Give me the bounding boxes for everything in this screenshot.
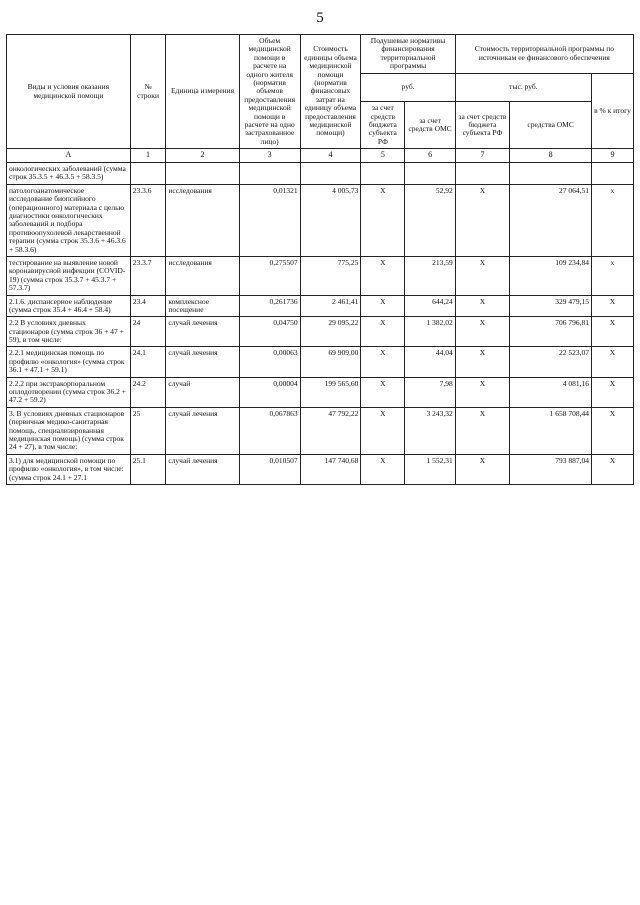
cell-row-no: 23.3.6: [130, 184, 166, 256]
cell-volume: 0,067863: [239, 407, 300, 454]
cell-cost-budget: X: [455, 347, 510, 377]
cell-pc-budget: X: [361, 407, 405, 454]
cell-pc-oms: 7,98: [405, 377, 455, 407]
cell-cost-budget: X: [455, 184, 510, 256]
cell-unit-cost: 4 005,73: [300, 184, 361, 256]
cell-kind: 2.2.2 при экстракорпоральном оплодотворении (сумма строк 36.2 + 47.2 + 59.2): [7, 377, 131, 407]
program-cost-table: [6, 34, 634, 485]
cell-volume: 0,010507: [239, 454, 300, 484]
cell-cost-budget: X: [455, 256, 510, 295]
column-number: 1: [130, 149, 166, 163]
cell-pc-budget: X: [361, 317, 405, 347]
column-number: 4: [300, 149, 361, 163]
column-number-row: [7, 149, 634, 163]
cell-pc-budget: X: [361, 454, 405, 484]
cell-volume: 0,04750: [239, 317, 300, 347]
cell-volume: 0,275507: [239, 256, 300, 295]
cell-kind: 2.1.6. диспансерное наблюдение (сумма строк 35.4 + 46.4 + 58.4): [7, 295, 131, 317]
header-pc-budget: за счет средств бюджета субъекта РФ: [361, 102, 405, 149]
cell-row-no: 25: [130, 407, 166, 454]
cell-volume: 0,01321: [239, 184, 300, 256]
cell-pct: x: [592, 184, 634, 256]
table-row: [7, 295, 634, 317]
column-number: 9: [592, 149, 634, 163]
table-body: [7, 163, 634, 485]
cell-unit: случай лечения: [166, 317, 239, 347]
cell-row-no: 23.3.7: [130, 256, 166, 295]
cell-kind: онкологических заболеваний (сумма строк 35.3.5 + 46.3.5 + 58.3.5): [7, 163, 131, 185]
cell-cost-budget: X: [455, 407, 510, 454]
header-cost-pct: в % к итогу: [592, 73, 634, 149]
cell-pc-oms: [405, 163, 455, 185]
cell-row-no: 24.2: [130, 377, 166, 407]
cell-pc-oms: 52,92: [405, 184, 455, 256]
cell-unit-cost: 2 461,41: [300, 295, 361, 317]
header-volume: Объем медицинской помощи в расчете на одного жителя (норматив объемов предоставления медицинской помощи в расчете на одно застрахованное лицо): [239, 35, 300, 149]
cell-row-no: 25.1: [130, 454, 166, 484]
header-pc-oms: за счет средств ОМС: [405, 102, 455, 149]
cell-cost-oms: 793 887,04: [510, 454, 592, 484]
cell-pct: X: [592, 317, 634, 347]
cell-volume: [239, 163, 300, 185]
table-row: [7, 454, 634, 484]
cell-pc-budget: X: [361, 184, 405, 256]
cell-kind: 3.1) для медицинской помощи по профилю «онкология», в том числе: (сумма строк 24.1 + 27.1: [7, 454, 131, 484]
cell-unit-cost: 147 740,68: [300, 454, 361, 484]
cell-pct: X: [592, 454, 634, 484]
cell-unit: случай лечения: [166, 454, 239, 484]
cell-pc-budget: X: [361, 377, 405, 407]
cell-cost-budget: X: [455, 377, 510, 407]
cell-unit: случай лечения: [166, 407, 239, 454]
cell-unit-cost: 199 565,60: [300, 377, 361, 407]
cell-cost-oms: 109 234,84: [510, 256, 592, 295]
cell-pc-budget: X: [361, 295, 405, 317]
cell-pct: x: [592, 256, 634, 295]
cell-unit: комплексное посещение: [166, 295, 239, 317]
column-number: 6: [405, 149, 455, 163]
column-number: 3: [239, 149, 300, 163]
cell-cost-oms: 27 064,51: [510, 184, 592, 256]
cell-pc-budget: X: [361, 347, 405, 377]
column-number: 5: [361, 149, 405, 163]
cell-pc-oms: 3 243,32: [405, 407, 455, 454]
column-number: 2: [166, 149, 239, 163]
cell-pc-budget: X: [361, 256, 405, 295]
table-row: [7, 317, 634, 347]
cell-pct: X: [592, 407, 634, 454]
cell-kind: 2.2 В условиях дневных стационаров (сумма строк 36 + 47 + 59), в том числе:: [7, 317, 131, 347]
cell-cost-oms: 1 658 708,44: [510, 407, 592, 454]
cell-cost-oms: 329 479,15: [510, 295, 592, 317]
header-row-no: № строки: [130, 35, 166, 149]
cell-cost-budget: X: [455, 454, 510, 484]
cell-pc-budget: [361, 163, 405, 185]
cell-kind: патологоанатомическое исследование биопсийного (операционного) материала с целью диагностики онкологических заболеваний и подбора противоопухолевой лекарственной терапии (сумма строк 35.3.6 + 46.3.6 + 58.3.6): [7, 184, 131, 256]
cell-cost-oms: [510, 163, 592, 185]
cell-pc-oms: 1 382,02: [405, 317, 455, 347]
cell-cost-oms: 4 081,16: [510, 377, 592, 407]
table-row: [7, 407, 634, 454]
column-number: А: [7, 149, 131, 163]
cell-volume: 0,00004: [239, 377, 300, 407]
cell-kind: 2.2.1 медицинская помощь по профилю «онкология» (сумма строк 36.1 + 47.1 + 59.1): [7, 347, 131, 377]
cell-cost-oms: 22 523,07: [510, 347, 592, 377]
header-unit-cost: Стоимость единицы объема медицинской помощи (норматив финансовых затрат на единицу объема предоставления медицинской помощи): [300, 35, 361, 149]
cell-unit: [166, 163, 239, 185]
page-number: 5: [316, 10, 324, 26]
cell-pc-oms: 644,24: [405, 295, 455, 317]
cell-pct: X: [592, 347, 634, 377]
header-cost-oms: средства ОМС: [510, 102, 592, 149]
header-cost-budget: за счет средств бюджета субъекта РФ: [455, 102, 510, 149]
cell-unit: исследования: [166, 256, 239, 295]
column-number: 7: [455, 149, 510, 163]
cell-pc-oms: 44,04: [405, 347, 455, 377]
cell-cost-oms: 706 796,81: [510, 317, 592, 347]
cell-unit-cost: 69 909,00: [300, 347, 361, 377]
cell-unit: случай: [166, 377, 239, 407]
header-cost: Стоимость территориальной программы по источникам ее финансового обеспечения: [455, 35, 633, 74]
cell-volume: 0,00063: [239, 347, 300, 377]
table-row: [7, 256, 634, 295]
cell-row-no: 24.1: [130, 347, 166, 377]
cell-pc-oms: 213,59: [405, 256, 455, 295]
cell-pc-oms: 1 552,31: [405, 454, 455, 484]
cell-volume: 0,261736: [239, 295, 300, 317]
cell-unit: случай лечения: [166, 347, 239, 377]
cell-unit-cost: [300, 163, 361, 185]
cell-row-no: [130, 163, 166, 185]
header-row-1: [7, 35, 634, 74]
column-number: 8: [510, 149, 592, 163]
table-row: [7, 184, 634, 256]
cell-pct: X: [592, 295, 634, 317]
table-row: [7, 377, 634, 407]
cell-pct: [592, 163, 634, 185]
table-row: [7, 347, 634, 377]
header-cost-unit: тыс. руб.: [455, 73, 591, 102]
header-unit: Единица измерения: [166, 35, 239, 149]
cell-unit-cost: 47 792,22: [300, 407, 361, 454]
cell-row-no: 24: [130, 317, 166, 347]
cell-kind: тестирование на выявление новой коронавирусной инфекции (COVID-19) (сумма строк 35.3.7 + 45.3.7 + 57.3.7): [7, 256, 131, 295]
cell-row-no: 23.4: [130, 295, 166, 317]
cell-unit-cost: 29 095,22: [300, 317, 361, 347]
table-row: [7, 163, 634, 185]
cell-unit-cost: 775,25: [300, 256, 361, 295]
header-kind: Виды и условия оказания медицинской помощи: [7, 35, 131, 149]
cell-cost-budget: X: [455, 295, 510, 317]
cell-pct: X: [592, 377, 634, 407]
header-per-capita-unit: руб.: [361, 73, 455, 102]
cell-unit: исследования: [166, 184, 239, 256]
cell-cost-budget: X: [455, 317, 510, 347]
cell-cost-budget: [455, 163, 510, 185]
header-per-capita: Подушевые нормативы финансирования территориальной программы: [361, 35, 455, 74]
cell-kind: 3. В условиях дневных стационаров (первичная медико-санитарная помощь, специализированная медицинская помощь) (сумма строк 24 + 27), в том числе:: [7, 407, 131, 454]
